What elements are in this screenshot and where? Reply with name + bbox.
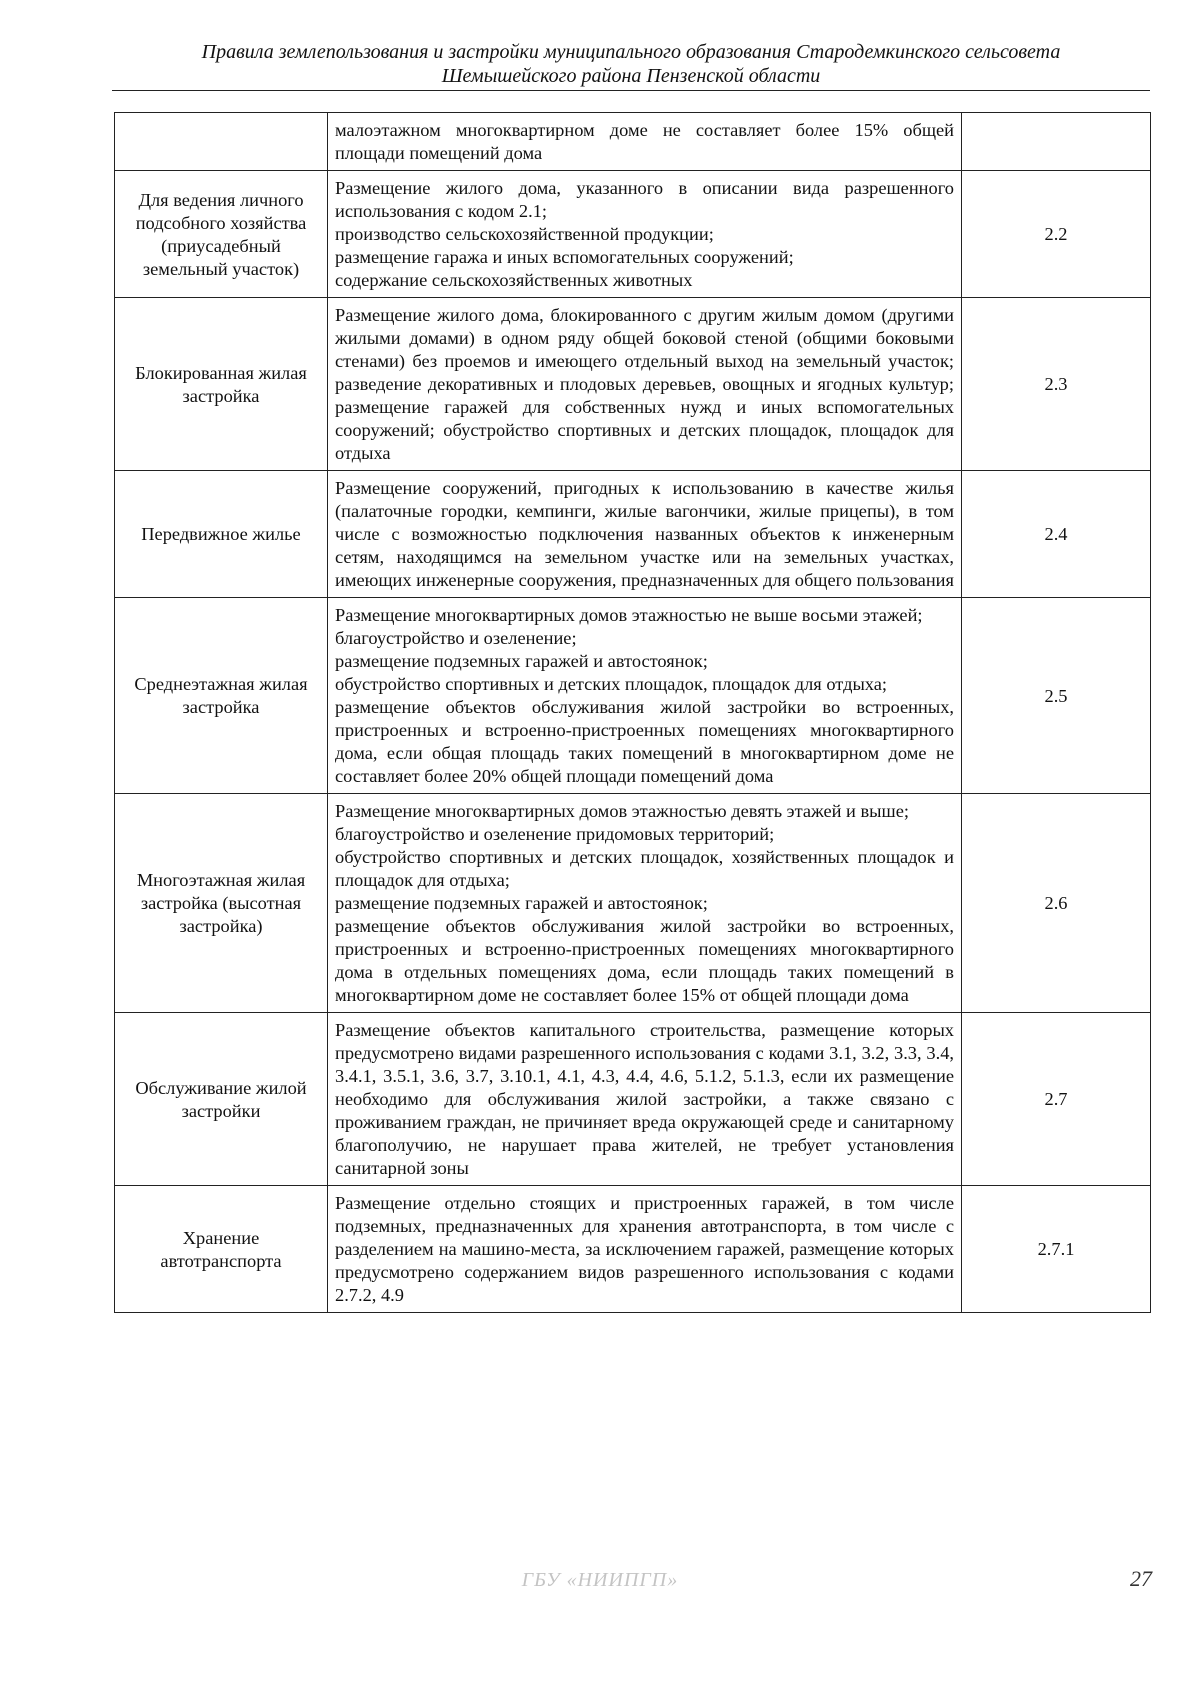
description-line: Размещение многоквартирных домов этажностью не выше восьми этажей; <box>335 605 923 625</box>
use-type-code: 2.6 <box>962 794 1151 1013</box>
use-type-code: 2.3 <box>962 298 1151 471</box>
description-line: благоустройство и озеленение придомовых территорий; <box>335 824 775 844</box>
table-row <box>115 471 1151 598</box>
use-type-name: Обслуживание жилой застройки <box>115 1013 328 1186</box>
description-line: Размещение жилого дома, блокированного с другим жилым домом (другими жилыми домами) в одном ряду общей боковой стеной (общими боковыми стенами) без проемов и имеющего отдельный выход на земельный участок; разведение декоративных и плодовых деревьев, овощных и ягодных культур; размещение гаражей для собственных нужд и иных вспомогательных сооружений; обустройство спортивных и детских площадок, площадок для отдыха <box>335 305 954 463</box>
use-type-name: Передвижное жилье <box>115 471 328 598</box>
use-type-name <box>115 113 328 171</box>
use-type-name: Хранение автотранспорта <box>115 1186 328 1313</box>
description-line: обустройство спортивных и детских площадок, площадок для отдыха; <box>335 674 888 694</box>
use-type-code: 2.5 <box>962 598 1151 794</box>
description-line: размещение объектов обслуживания жилой застройки во встроенных, пристроенных и встроенно-пристроенных помещениях многоквартирного дома, если общая площадь таких помещений в многоквартирном доме не составляет более 20% общей площади помещений дома <box>335 697 954 786</box>
use-type-code: 2.7 <box>962 1013 1151 1186</box>
header-title-line2: Шемышейского района Пензенской области <box>441 65 821 87</box>
use-type-code: 2.2 <box>962 171 1151 298</box>
table-row <box>115 1013 1151 1186</box>
description-line: Размещение сооружений, пригодных к использованию в качестве жилья (палаточные городки, кемпинги, жилые вагончики, жилые прицепы), в том числе с возможностью подключения названных объектов к инженерным сетям, находящимся на земельном участке или на земельных участках, имеющих инженерные сооружения, предназначенных для общего пользования <box>335 478 954 590</box>
footer-organization: ГБУ «НИИПГП» <box>521 1569 679 1591</box>
description-line: Размещение многоквартирных домов этажностью девять этажей и выше; <box>335 801 909 821</box>
table-row <box>115 113 1151 171</box>
use-type-description <box>328 598 962 794</box>
use-type-description <box>328 113 962 171</box>
description-line: размещение подземных гаражей и автостоянок; <box>335 651 708 671</box>
description-line: Размещение жилого дома, указанного в описании вида разрешенного использования с кодом 2.1; <box>335 178 954 221</box>
description-line: благоустройство и озеленение; <box>335 628 577 648</box>
use-type-name: Для ведения личного подсобного хозяйства (приусадебный земельный участок) <box>115 171 328 298</box>
document-header <box>112 40 1150 91</box>
table-row <box>115 298 1151 471</box>
use-type-description <box>328 471 962 598</box>
use-type-description <box>328 298 962 471</box>
use-type-name: Среднеэтажная жилая застройка <box>115 598 328 794</box>
table-row <box>115 171 1151 298</box>
description-line: обустройство спортивных и детских площадок, хозяйственных площадок и площадок для отдыха; <box>335 847 954 890</box>
description-line: малоэтажном многоквартирном доме не составляет более 15% общей площади помещений дома <box>335 120 954 163</box>
use-type-description <box>328 1013 962 1186</box>
description-line: размещение подземных гаражей и автостоянок; <box>335 893 708 913</box>
table-row <box>115 1186 1151 1313</box>
description-line: размещение объектов обслуживания жилой застройки во встроенных, пристроенных и встроенно-пристроенных помещениях многоквартирного дома в отдельных помещениях дома, если площадь таких помещений в многоквартирном доме не составляет более 15% от общей площади дома <box>335 916 954 1005</box>
use-type-name: Блокированная жилая застройка <box>115 298 328 471</box>
use-type-code: 2.7.1 <box>962 1186 1151 1313</box>
use-type-name: Многоэтажная жилая застройка (высотная застройка) <box>115 794 328 1013</box>
description-line: производство сельскохозяйственной продукции; <box>335 224 714 244</box>
description-line: Размещение отдельно стоящих и пристроенных гаражей, в том числе подземных, предназначенных для хранения автотранспорта, в том числе с разделением на машино-места, за исключением гаражей, размещение которых предусмотрено содержанием видов разрешенного использования с кодами 2.7.2, 4.9 <box>335 1193 954 1305</box>
header-title-line1: Правила землепользования и застройки муниципального образования Стародемкинского сельсовета <box>201 41 1061 63</box>
page-number: 27 <box>1130 1566 1152 1591</box>
use-type-code <box>962 113 1151 171</box>
description-line: содержание сельскохозяйственных животных <box>335 270 693 290</box>
land-use-table <box>114 112 1151 1313</box>
table-row <box>115 794 1151 1013</box>
description-line: Размещение объектов капитального строительства, размещение которых предусмотрено видами разрешенного использования с кодами 3.1, 3.2, 3.3, 3.4, 3.4.1, 3.5.1, 3.6, 3.7, 3.10.1, 4.1, 4.3, 4.4, 4.6, 5.1.2, 5.1.3, если их размещение необходимо для обслуживания жилой застройки, а также связано с проживанием граждан, не причиняет вреда окружающей среде и санитарному благополучию, не нарушает права жителей, не требует установления санитарной зоны <box>335 1020 954 1178</box>
use-type-code: 2.4 <box>962 471 1151 598</box>
use-type-description <box>328 171 962 298</box>
table-row <box>115 598 1151 794</box>
description-line: размещение гаража и иных вспомогательных сооружений; <box>335 247 794 267</box>
use-type-description <box>328 1186 962 1313</box>
use-type-description <box>328 794 962 1013</box>
